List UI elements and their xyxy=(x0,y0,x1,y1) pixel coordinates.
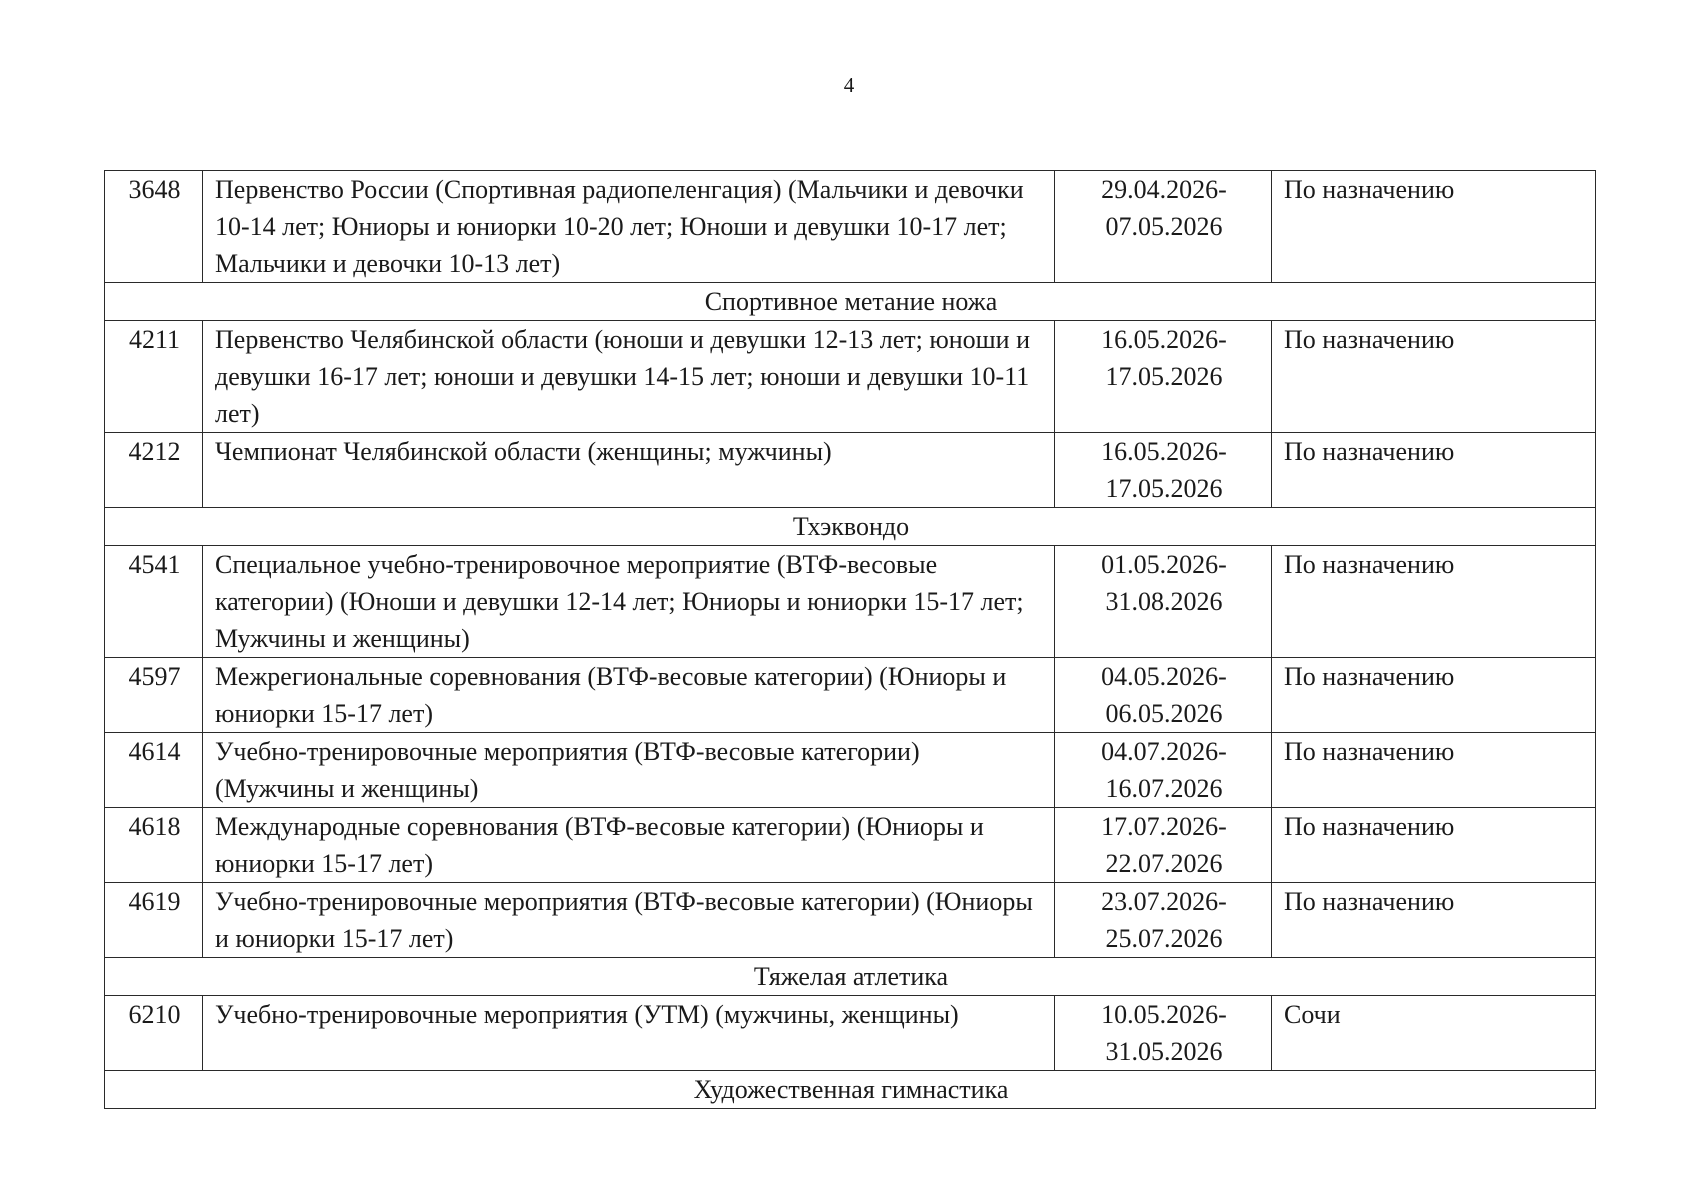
event-title: Специальное учебно-тренировочное мероприятие (ВТФ-весовые категории) (Юноши и девушки 12-14 лет; Юниоры и юниорки 15-17 лет; Мужчины и женщины) xyxy=(203,546,1055,658)
table-row xyxy=(105,546,1596,658)
event-dates xyxy=(1055,433,1272,508)
table-row xyxy=(105,883,1596,958)
section-title: Спортивное метание ножа xyxy=(105,283,1596,321)
event-number: 4614 xyxy=(105,733,203,808)
event-dates xyxy=(1055,546,1272,658)
table-row xyxy=(105,808,1596,883)
date-start: 16.05.2026- xyxy=(1101,437,1227,466)
section-title: Тхэквондо xyxy=(105,508,1596,546)
date-end: 07.05.2026 xyxy=(1105,212,1223,241)
section-row xyxy=(105,508,1596,546)
event-dates xyxy=(1055,883,1272,958)
date-start: 01.05.2026- xyxy=(1101,550,1227,579)
event-title: Учебно-тренировочные мероприятия (ВТФ-весовые категории) (Мужчины и женщины) xyxy=(203,733,1055,808)
event-place: По назначению xyxy=(1272,433,1596,508)
event-title: Учебно-тренировочные мероприятия (УТМ) (мужчины, женщины) xyxy=(203,996,1055,1071)
section-row xyxy=(105,1071,1596,1109)
event-dates xyxy=(1055,321,1272,433)
event-place: По назначению xyxy=(1272,808,1596,883)
events-table-body xyxy=(105,171,1596,1109)
event-dates xyxy=(1055,733,1272,808)
event-number: 4541 xyxy=(105,546,203,658)
event-place: По назначению xyxy=(1272,321,1596,433)
event-number: 3648 xyxy=(105,171,203,283)
date-end: 25.07.2026 xyxy=(1105,924,1223,953)
events-table xyxy=(104,170,1596,1109)
section-row xyxy=(105,958,1596,996)
event-number: 6210 xyxy=(105,996,203,1071)
event-number: 4618 xyxy=(105,808,203,883)
event-title: Учебно-тренировочные мероприятия (ВТФ-весовые категории) (Юниоры и юниорки 15-17 лет) xyxy=(203,883,1055,958)
table-row xyxy=(105,658,1596,733)
event-title: Первенство Челябинской области (юноши и девушки 12-13 лет; юноши и девушки 16-17 лет; юноши и девушки 14-15 лет; юноши и девушки 10-11 лет) xyxy=(203,321,1055,433)
event-title: Международные соревнования (ВТФ-весовые категории) (Юниоры и юниорки 15-17 лет) xyxy=(203,808,1055,883)
event-dates xyxy=(1055,658,1272,733)
table-row xyxy=(105,321,1596,433)
table-row xyxy=(105,996,1596,1071)
date-end: 17.05.2026 xyxy=(1105,362,1223,391)
date-end: 31.05.2026 xyxy=(1105,1037,1223,1066)
event-number: 4619 xyxy=(105,883,203,958)
table-row xyxy=(105,433,1596,508)
event-number: 4212 xyxy=(105,433,203,508)
date-start: 16.05.2026- xyxy=(1101,325,1227,354)
event-dates xyxy=(1055,171,1272,283)
date-end: 31.08.2026 xyxy=(1105,587,1223,616)
section-row xyxy=(105,283,1596,321)
date-start: 29.04.2026- xyxy=(1101,175,1227,204)
event-title: Межрегиональные соревнования (ВТФ-весовые категории) (Юниоры и юниорки 15-17 лет) xyxy=(203,658,1055,733)
event-place: По назначению xyxy=(1272,658,1596,733)
date-start: 23.07.2026- xyxy=(1101,887,1227,916)
event-title: Первенство России (Спортивная радиопеленгация) (Мальчики и девочки 10-14 лет; Юниоры и юниорки 10-20 лет; Юноши и девушки 10-17 лет; Мальчики и девочки 10-13 лет) xyxy=(203,171,1055,283)
date-end: 16.07.2026 xyxy=(1105,774,1223,803)
date-end: 22.07.2026 xyxy=(1105,849,1223,878)
date-end: 17.05.2026 xyxy=(1105,474,1223,503)
event-number: 4211 xyxy=(105,321,203,433)
event-place: По назначению xyxy=(1272,171,1596,283)
event-dates xyxy=(1055,996,1272,1071)
event-place: Сочи xyxy=(1272,996,1596,1071)
event-title: Чемпионат Челябинской области (женщины; мужчины) xyxy=(203,433,1055,508)
section-title: Тяжелая атлетика xyxy=(105,958,1596,996)
date-start: 17.07.2026- xyxy=(1101,812,1227,841)
date-start: 04.05.2026- xyxy=(1101,662,1227,691)
table-row xyxy=(105,733,1596,808)
date-end: 06.05.2026 xyxy=(1105,699,1223,728)
page-number: 4 xyxy=(843,73,855,97)
event-place: По назначению xyxy=(1272,883,1596,958)
event-dates xyxy=(1055,808,1272,883)
table-row xyxy=(105,171,1596,283)
date-start: 10.05.2026- xyxy=(1101,1000,1227,1029)
event-place: По назначению xyxy=(1272,546,1596,658)
event-place: По назначению xyxy=(1272,733,1596,808)
date-start: 04.07.2026- xyxy=(1101,737,1227,766)
event-number: 4597 xyxy=(105,658,203,733)
section-title: Художественная гимнастика xyxy=(105,1071,1596,1109)
